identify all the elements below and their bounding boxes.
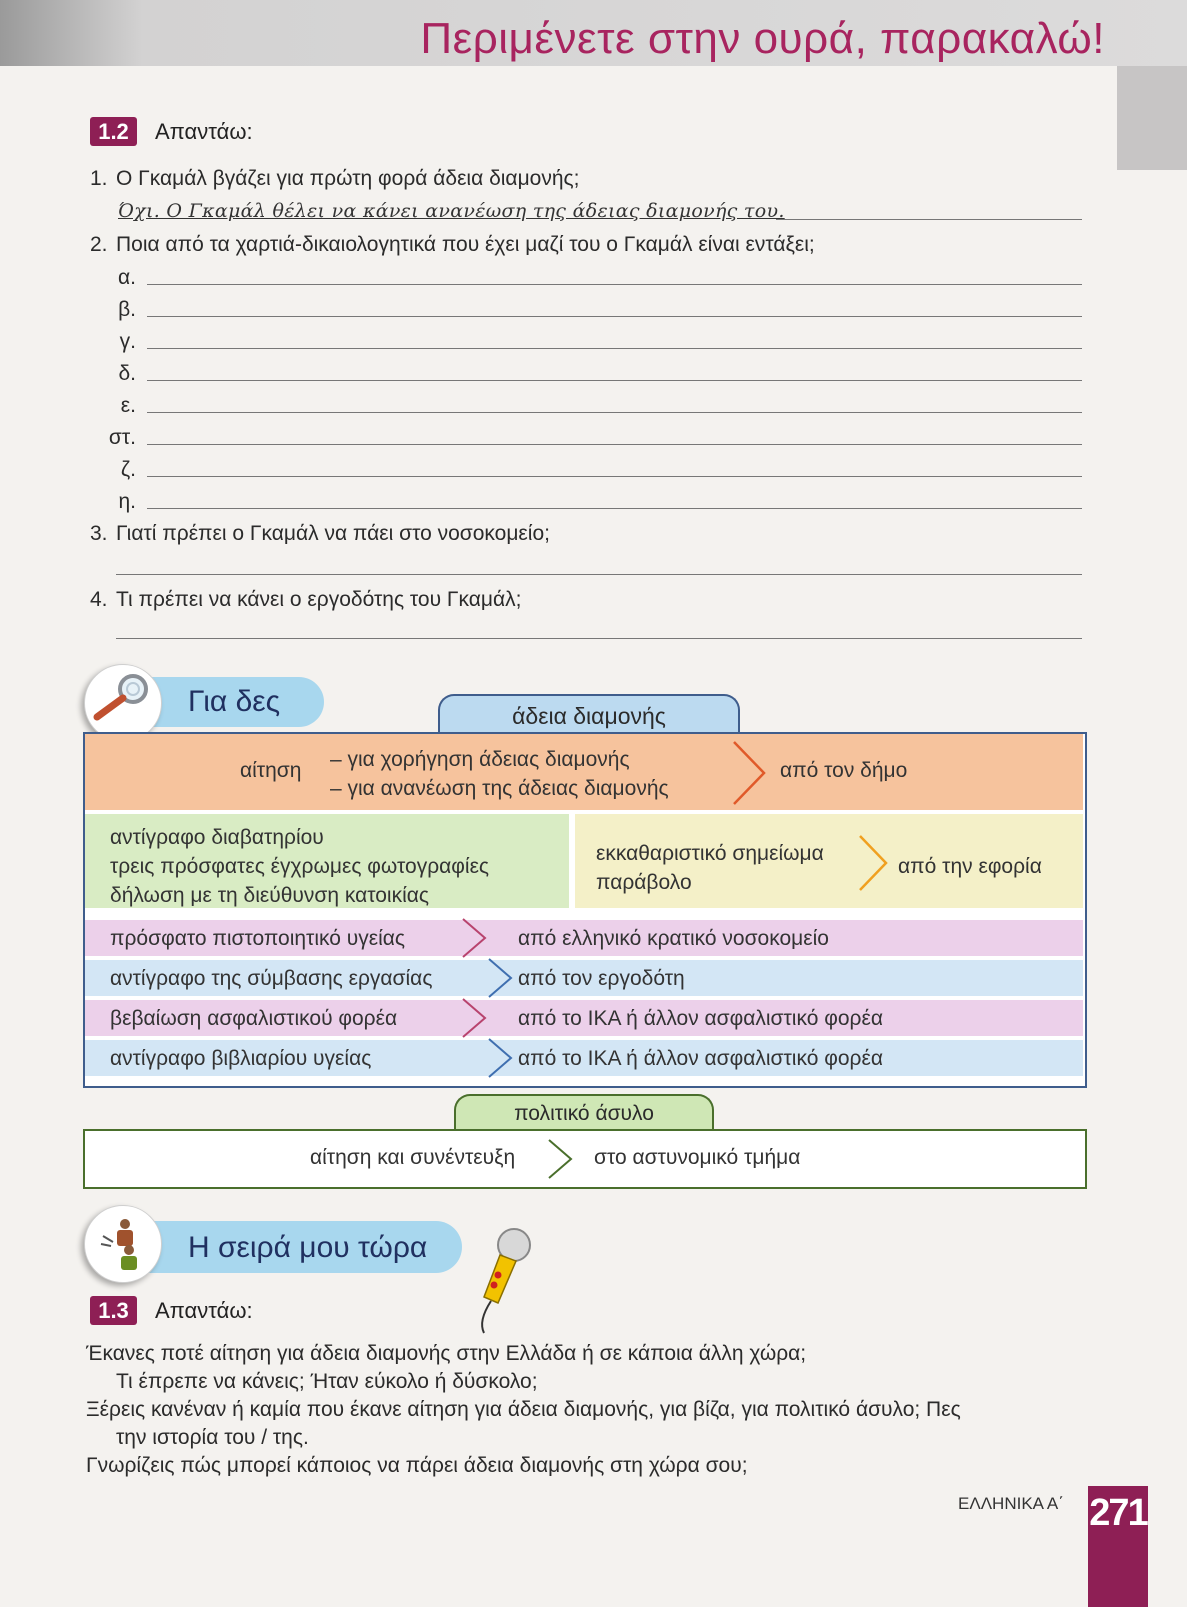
- option-letter: ζ.: [120, 458, 136, 481]
- option-letter: η.: [118, 490, 136, 513]
- answer-line[interactable]: [147, 316, 1082, 317]
- prompt-line: Γνωρίζεις πώς μπορεί κάποιος να πάρει άδεια διαμονής στη χώρα σου;: [86, 1454, 748, 1477]
- asylum-police: στο αστυνομικό τμήμα: [594, 1146, 801, 1169]
- answer-line[interactable]: [147, 476, 1082, 477]
- application-new: – για χορήγηση άδειας διαμονής: [330, 748, 630, 771]
- doc-label: πρόσφατο πιστοποιητικό υγείας: [110, 927, 406, 950]
- answer-line[interactable]: [147, 508, 1082, 509]
- page-title: Περιμένετε στην ουρά, παρακαλώ!: [420, 14, 1105, 63]
- passport-copy: αντίγραφο διαβατηρίου: [110, 826, 324, 849]
- question-4-text: Τι πρέπει να κάνει ο εργοδότης του Γκαμάλ;: [116, 588, 522, 611]
- question-3-text: Γιατί πρέπει ο Γκαμάλ να πάει στο νοσοκομείο;: [116, 522, 550, 545]
- asylum-box: [83, 1129, 1087, 1189]
- answer-line[interactable]: [147, 284, 1082, 285]
- application-renewal: – για ανανέωση της άδειας διαμονής: [330, 777, 669, 800]
- microphone-icon: [470, 1225, 540, 1337]
- exercise-heading: Απαντάω:: [155, 1298, 253, 1323]
- asylum-application: αίτηση και συνέντευξη: [310, 1146, 516, 1169]
- chevron-right-icon: [730, 738, 770, 808]
- option-letter: γ.: [119, 330, 136, 353]
- chevron-right-icon: [856, 832, 892, 894]
- answer-line[interactable]: [147, 348, 1082, 349]
- exercise-number-badge: 1.3: [90, 1296, 137, 1325]
- my-turn-label: Η σειρά μου τώρα: [188, 1231, 428, 1264]
- answer-line-4[interactable]: [116, 638, 1082, 639]
- prompt-line: Ξέρεις κανέναν ή καμία που έκανε αίτηση για άδεια διαμονής, για βίζα, για πολιτικό άσυλο; Πες: [86, 1398, 961, 1421]
- answer-line[interactable]: [147, 412, 1082, 413]
- chevron-right-icon: [486, 956, 516, 1000]
- question-3-number: 3.: [90, 522, 108, 545]
- chevron-right-icon: [486, 1036, 516, 1080]
- question-1-number: 1.: [90, 167, 108, 190]
- from-tax-office: από την εφορία: [898, 855, 1042, 878]
- fee-receipt: παράβολο: [596, 871, 692, 894]
- doc-label: αντίγραφο βιβλιαρίου υγείας: [110, 1047, 372, 1070]
- people-badge: [84, 1205, 162, 1283]
- doc-source: από το ΙΚΑ ή άλλον ασφαλιστικό φορέα: [518, 1047, 883, 1070]
- prompt-line: Τι έπρεπε να κάνεις; Ήταν εύκολο ή δύσκολο;: [116, 1370, 538, 1393]
- doc-label: βεβαίωση ασφαλιστικού φορέα: [110, 1007, 398, 1030]
- chevron-right-icon: [460, 916, 490, 960]
- option-letter: ε.: [120, 394, 136, 417]
- question-2-text: Ποια από τα χαρτιά-δικαιολογητικά που έχει μαζί του ο Γκαμάλ είναι εντάξει;: [116, 233, 815, 256]
- page-number: 271: [1089, 1492, 1147, 1534]
- people-icon: [85, 1206, 161, 1282]
- answer-line-3[interactable]: [116, 574, 1082, 575]
- answer-line[interactable]: [147, 380, 1082, 381]
- doc-source: από το ΙΚΑ ή άλλον ασφαλιστικό φορέα: [518, 1007, 883, 1030]
- gia-des-label: Για δες: [188, 685, 281, 718]
- answer-line-1[interactable]: [776, 219, 1082, 220]
- from-municipality: από τον δήμο: [780, 759, 908, 782]
- question-2-number: 2.: [90, 233, 108, 256]
- tab-residence-permit: άδεια διαμονής: [438, 694, 740, 734]
- doc-source: από τον εργοδότη: [518, 967, 685, 990]
- doc-source: από ελληνικό κρατικό νοσοκομείο: [518, 927, 829, 950]
- prompt-line: Έκανες ποτέ αίτηση για άδεια διαμονής στην Ελλάδα ή σε κάποια άλλη χώρα;: [86, 1342, 807, 1365]
- address-declaration: δήλωση με τη διεύθυνση κατοικίας: [110, 884, 430, 907]
- application-label: αίτηση: [240, 759, 302, 782]
- prompt-line: την ιστορία του / της.: [116, 1426, 309, 1449]
- answer-line[interactable]: [147, 444, 1082, 445]
- exercise-number-badge: 1.2: [90, 117, 137, 146]
- exercise-heading: Απαντάω:: [155, 119, 253, 144]
- chevron-right-icon: [460, 996, 490, 1040]
- book-title: ΕΛΛΗΝΙΚΑ Α΄: [958, 1494, 1064, 1513]
- magnifier-icon: [85, 665, 161, 741]
- option-letter: στ.: [108, 426, 136, 449]
- magnifier-badge: [84, 664, 162, 742]
- photos: τρεις πρόσφατες έγχρωμες φωτογραφίες: [110, 855, 490, 878]
- option-letter: α.: [118, 266, 136, 289]
- chevron-right-icon: [546, 1137, 576, 1181]
- option-letter: β.: [118, 298, 136, 321]
- doc-label: αντίγραφο της σύμβασης εργασίας: [110, 967, 433, 990]
- option-letter: δ.: [118, 362, 136, 385]
- tax-statement: εκκαθαριστικό σημείωμα: [596, 842, 824, 865]
- header-side-tab: [1117, 66, 1187, 170]
- tab-political-asylum: πολιτικό άσυλο: [454, 1094, 714, 1130]
- question-4-number: 4.: [90, 588, 108, 611]
- question-1-text: Ο Γκαμάλ βγάζει για πρώτη φορά άδεια διαμονής;: [116, 167, 580, 190]
- question-1-answer: Όχι. Ο Γκαμάλ θέλει να κάνει ανανέωση της άδειας διαμονής του.: [118, 200, 785, 222]
